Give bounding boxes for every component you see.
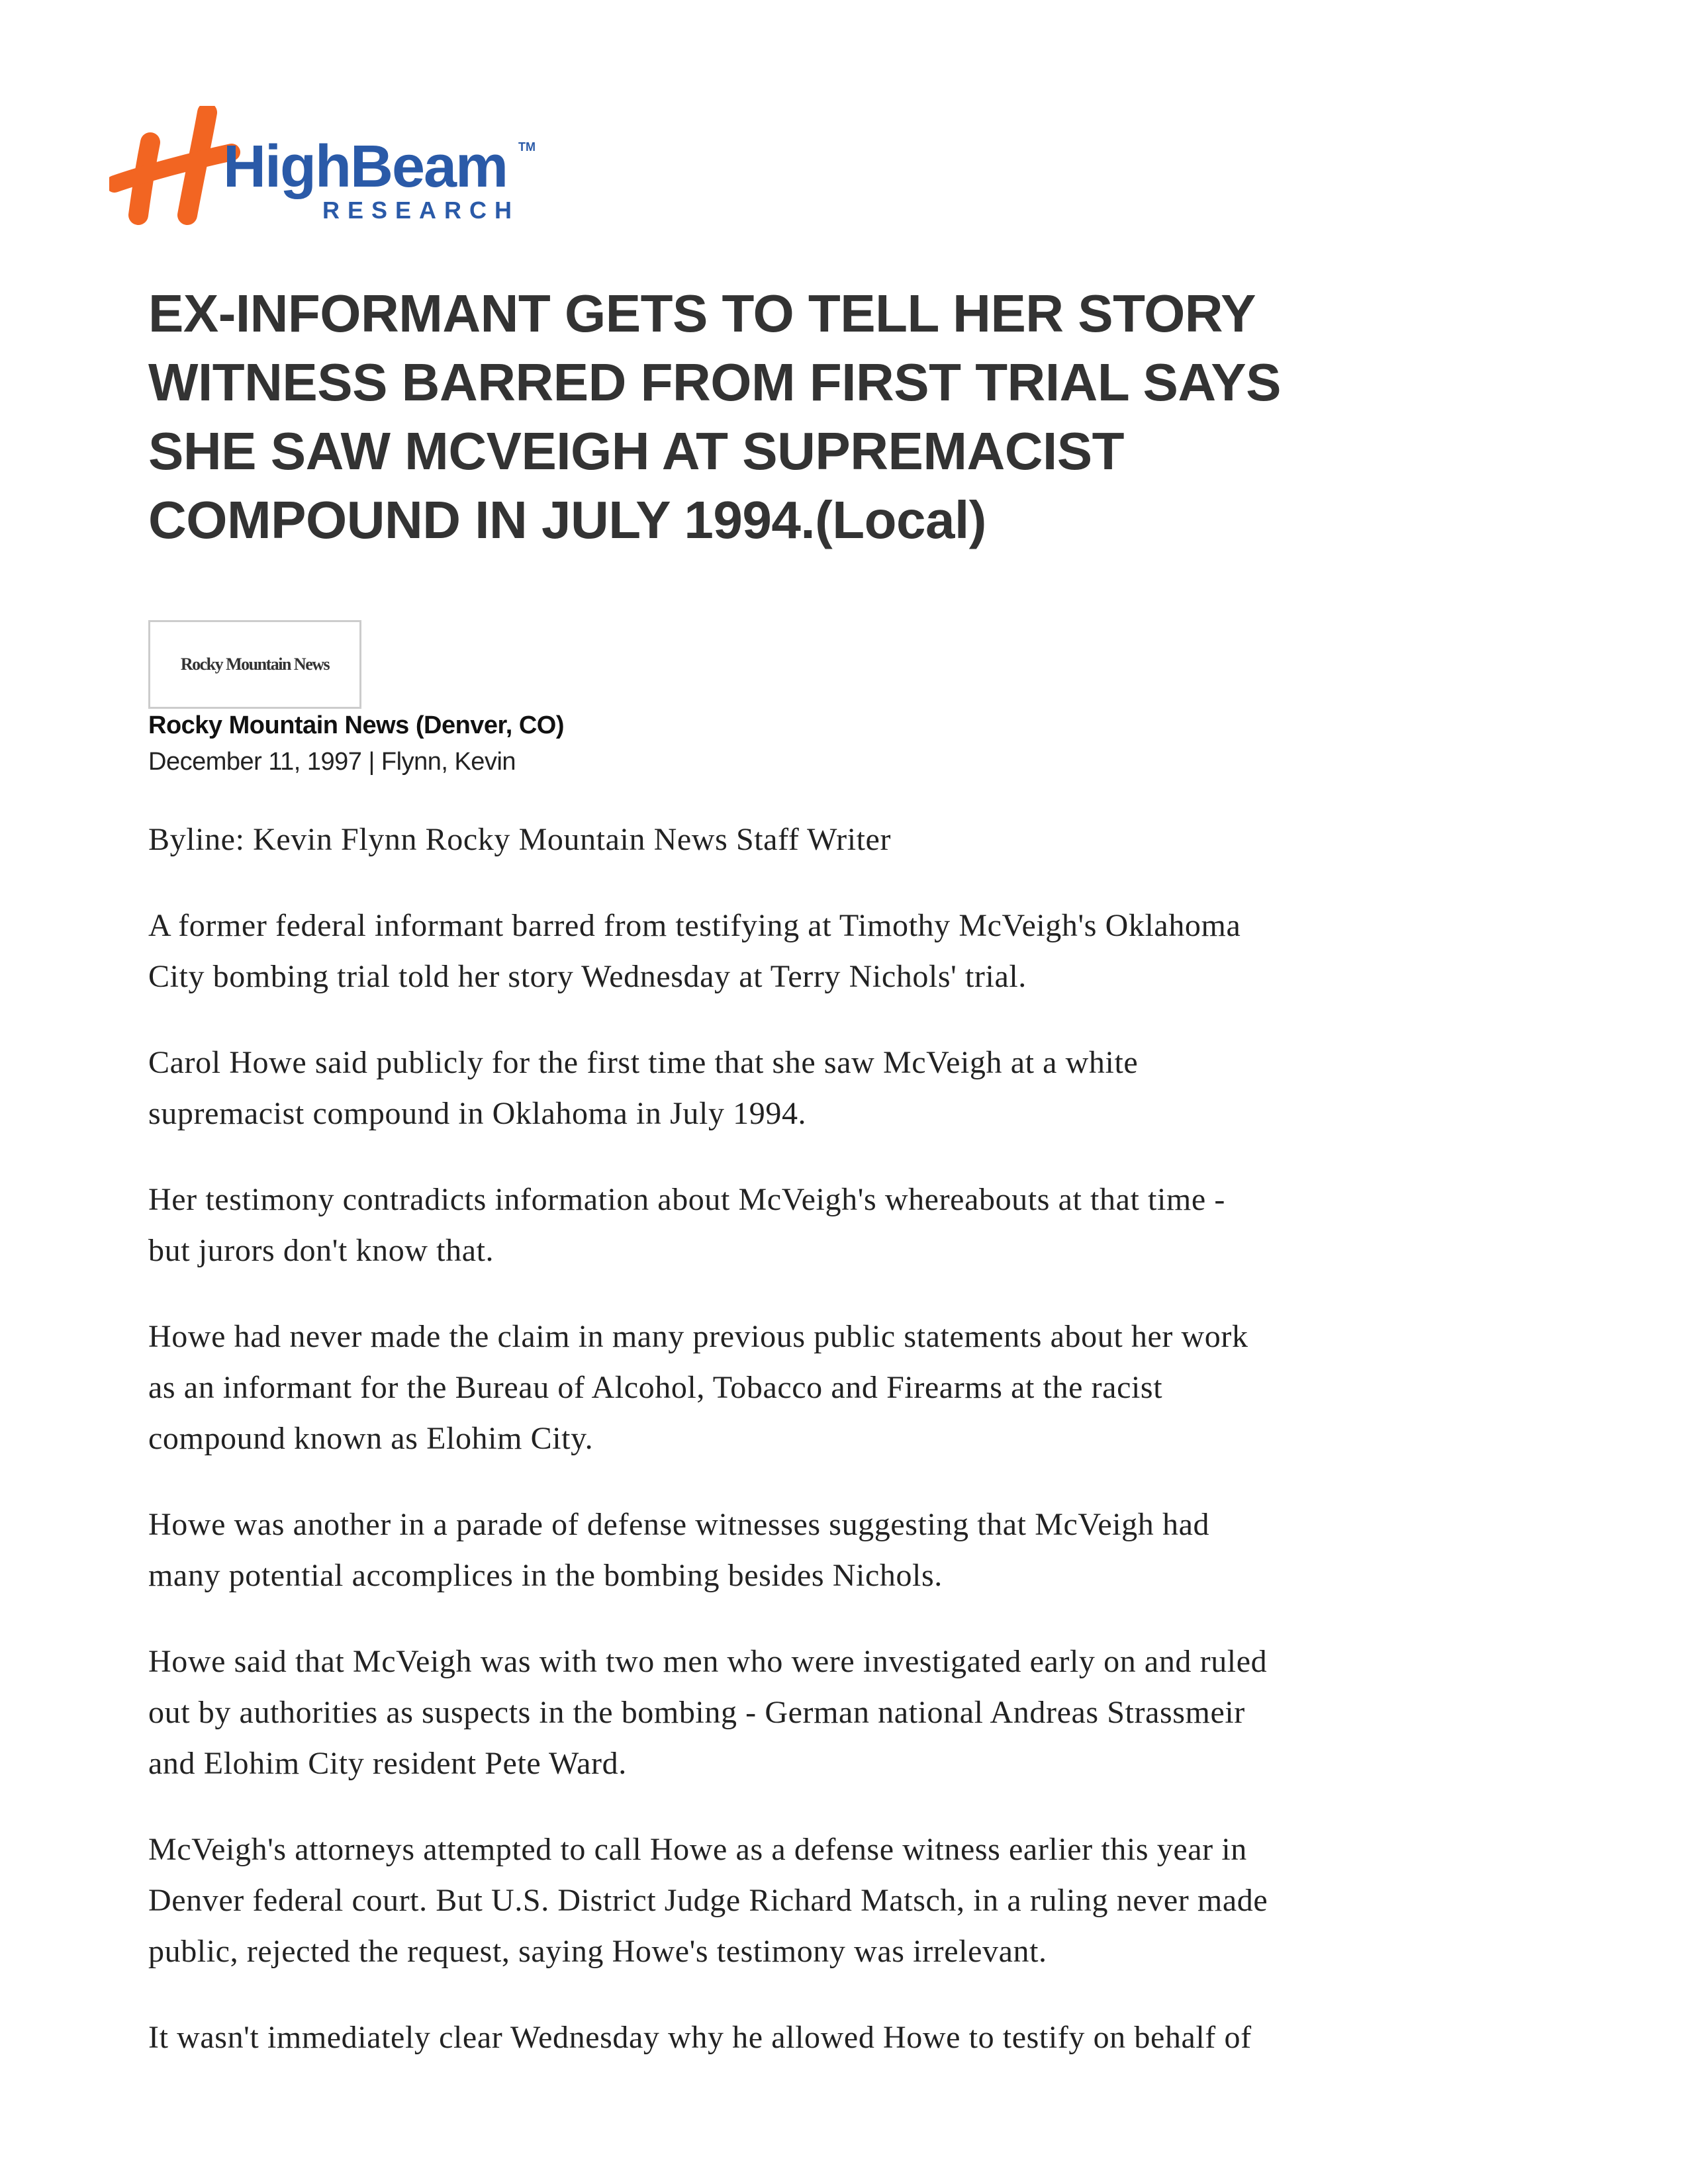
paragraph-line: compound known as Elohim City. (148, 1421, 594, 1456)
publication-logo-text: Rocky Mountain News (180, 655, 330, 674)
article-dateline: December 11, 1997 | Flynn, Kevin (148, 748, 516, 776)
paragraph-line: Carol Howe said publicly for the first time that she saw McVeigh at a white (148, 1045, 1139, 1080)
article-paragraph (148, 1037, 1472, 1139)
article-paragraph (148, 1499, 1472, 1601)
paragraph-line: as an informant for the Bureau of Alcohol, Tobacco and Firearms at the racist (148, 1370, 1163, 1405)
headline-line: SHE SAW MCVEIGH AT SUPREMACIST (148, 422, 1124, 480)
article-paragraph (148, 2012, 1472, 2063)
headline-line: WITNESS BARRED FROM FIRST TRIAL SAYS (148, 353, 1281, 412)
paragraph-line: Denver federal court. But U.S. District Judge Richard Matsch, in a ruling never made (148, 1883, 1268, 1918)
paragraph-line: out by authorities as suspects in the bombing - German national Andreas Strassmeir (148, 1695, 1245, 1730)
article-headline (148, 279, 1472, 555)
article-paragraph (148, 1174, 1472, 1276)
paragraph-line: Howe said that McVeigh was with two men who were investigated early on and ruled (148, 1644, 1268, 1679)
paragraph-line: but jurors don't know that. (148, 1233, 494, 1268)
highbeam-logo-icon (109, 106, 559, 232)
paragraph-line: Her testimony contradicts information about McVeigh's whereabouts at that time - (148, 1182, 1225, 1217)
article-paragraph (148, 1311, 1472, 1464)
paragraph-line: A former federal informant barred from testifying at Timothy McVeigh's Oklahoma (148, 908, 1241, 943)
paragraph-line: McVeigh's attorneys attempted to call Howe as a defense witness earlier this year in (148, 1832, 1247, 1867)
paragraph-line: many potential accomplices in the bombing besides Nichols. (148, 1558, 943, 1593)
paragraph-line: Howe was another in a parade of defense witnesses suggesting that McVeigh had (148, 1507, 1210, 1542)
logo-tm: TM (518, 140, 536, 154)
paragraph-line: and Elohim City resident Pete Ward. (148, 1746, 627, 1781)
highbeam-research-logo[interactable] (109, 106, 559, 232)
headline-line: COMPOUND IN JULY 1994.(Local) (148, 490, 986, 549)
paragraph-line: Howe had never made the claim in many previous public statements about her work (148, 1319, 1248, 1354)
headline-line: EX-INFORMANT GETS TO TELL HER STORY (148, 284, 1256, 343)
article-paragraph (148, 900, 1472, 1002)
publication-logo[interactable] (148, 620, 361, 709)
publication-source[interactable]: Rocky Mountain News (Denver, CO) (148, 711, 565, 739)
paragraph-line: It wasn't immediately clear Wednesday why he allowed Howe to testify on behalf of (148, 2020, 1252, 2055)
paragraph-line: supremacist compound in Oklahoma in July 1994. (148, 1096, 807, 1131)
article-byline (148, 814, 1472, 865)
paragraph-line: public, rejected the request, saying Howe's testimony was irrelevant. (148, 1934, 1047, 1969)
logo-word: HighBeam (223, 134, 508, 200)
logo-subtitle: RESEARCH (322, 197, 520, 224)
paragraph-line: Byline: Kevin Flynn Rocky Mountain News Staff Writer (148, 822, 892, 857)
article-paragraph (148, 1824, 1472, 1977)
article-body (148, 814, 1472, 2098)
article-paragraph (148, 1636, 1472, 1789)
paragraph-line: City bombing trial told her story Wednesday at Terry Nichols' trial. (148, 959, 1027, 994)
